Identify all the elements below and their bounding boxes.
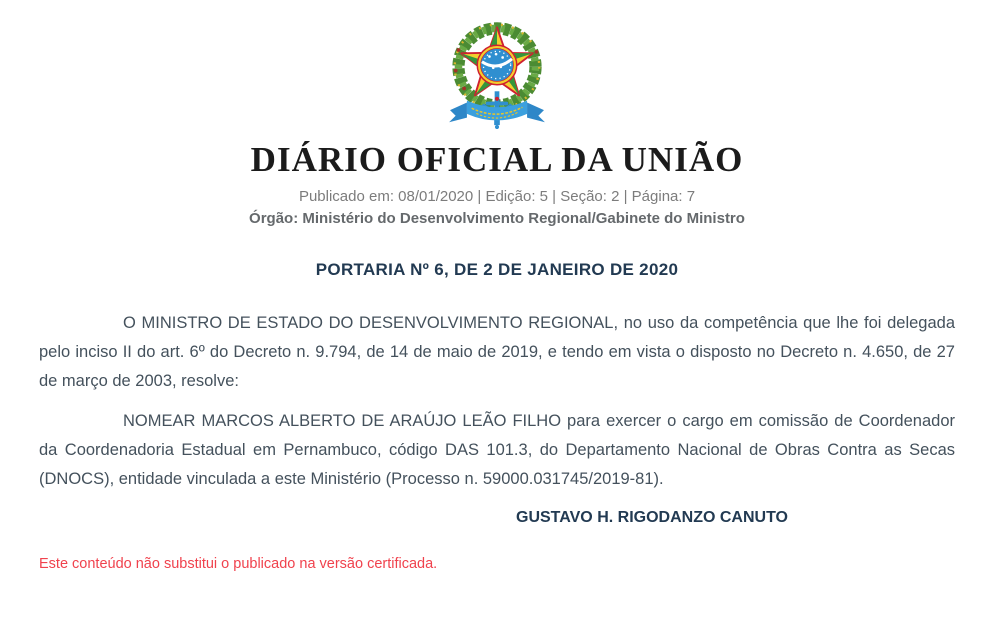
certified-version-disclaimer: Este conteúdo não substitui o publicado na versão certificada.: [39, 556, 438, 572]
publication-meta: Publicado em: 08/01/2020 | Edição: 5 | Seção: 2 | Página: 7: [298, 188, 696, 205]
act-title: PORTARIA Nº 6, DE 2 DE JANEIRO DE 2020: [315, 260, 679, 279]
act-paragraph-1: O MINISTRO DE ESTADO DO DESENVOLVIMENTO REGIONAL, no uso da competência que lhe foi delegada pelo inciso II do art. 6º do Decreto n. 9.794, de 14 de maio de 2019, e tendo em vista o disposto no Decreto n. 4.650, de 27 de março de 2003, resolve:: [39, 314, 955, 390]
brazil-coat-of-arms-icon: [435, 14, 559, 131]
masthead-title: DIÁRIO OFICIAL DA UNIÃO: [250, 140, 744, 179]
signature-line: GUSTAVO H. RIGODANZO CANUTO: [516, 509, 788, 526]
article-body: [0, 259, 994, 573]
organ-line: Órgão: Ministério do Desenvolvimento Regional/Gabinete do Ministro: [249, 210, 745, 227]
act-paragraph-2: NOMEAR MARCOS ALBERTO DE ARAÚJO LEÃO FILHO para exercer o cargo em comissão de Coordenador da Coordenadoria Estadual em Pernambuco, código DAS 101.3, do Departamento Nacional de Obras Contra as Secas (DNOCS), entidade vinculada a este Ministério (Processo n. 59000.031745/2019-81).: [39, 412, 955, 488]
masthead-emblem-wrap: [0, 0, 994, 136]
